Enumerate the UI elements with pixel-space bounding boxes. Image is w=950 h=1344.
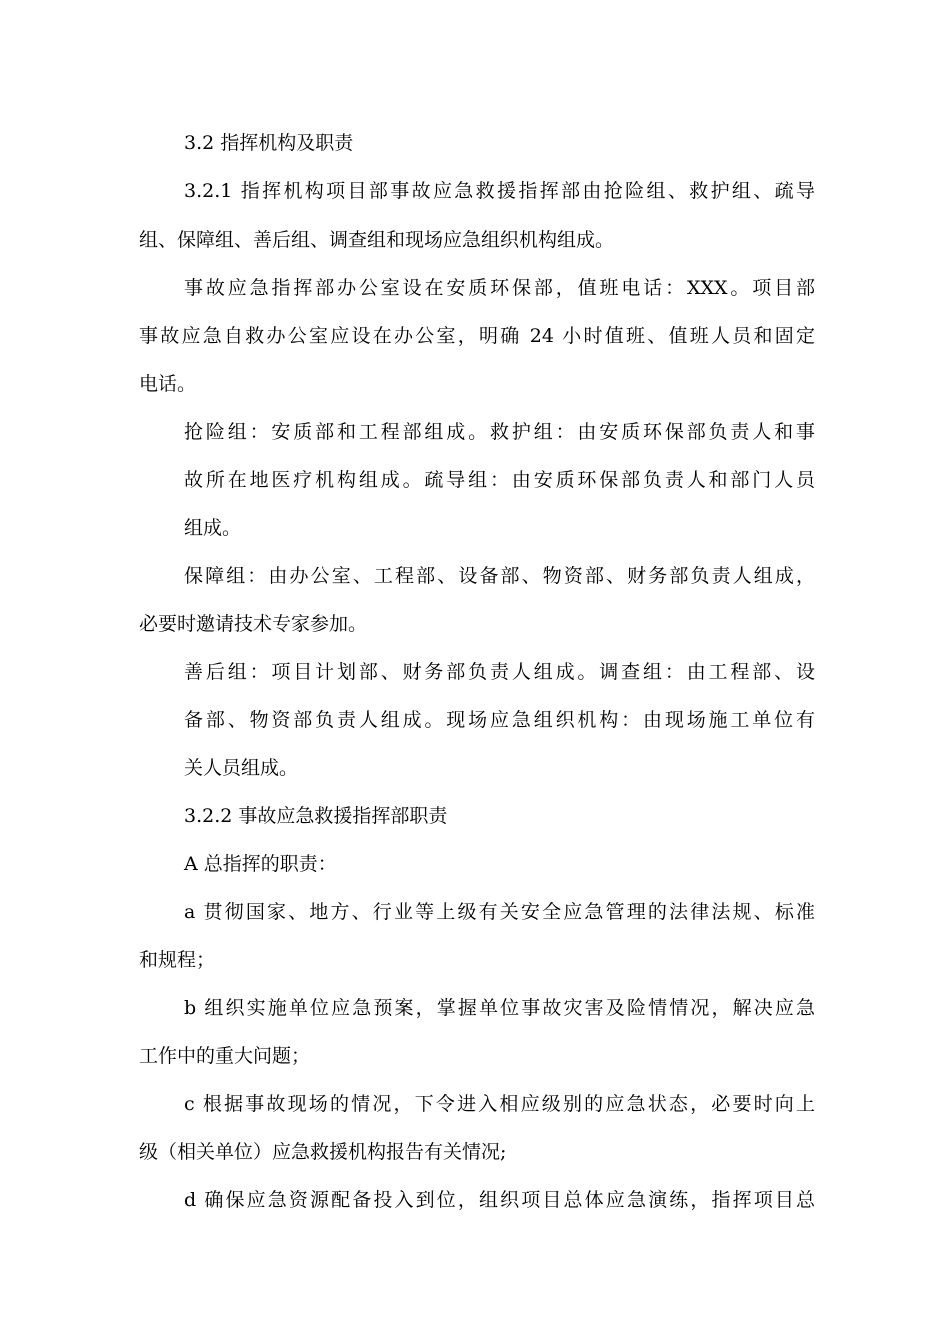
paragraph-rescue-line-2: 故所在地医疗机构组成。疏导组：由安质环保部负责人和部门人员	[184, 469, 815, 491]
duty-item-c-line-1: c 根据事故现场的情况，下令进入相应级别的应急状态，必要时向上	[184, 1093, 815, 1115]
paragraph-aftermath-line-2: 备部、物资部负责人组成。现场应急组织机构：由现场施工单位有	[184, 709, 815, 731]
paragraph-aftermath-line-3: 关人员组成。	[184, 757, 299, 779]
duty-item-d-line-1: d 确保应急资源配备投入到位，组织项目总体应急演练，指挥项目总	[184, 1189, 815, 1211]
paragraph-support-line-1: 保障组：由办公室、工程部、设备部、物资部、财务部负责人组成，	[184, 565, 815, 587]
duty-item-a-line-1: a 贯彻国家、地方、行业等上级有关安全应急管理的法律法规、标准	[184, 901, 815, 923]
section-heading-3-2: 3.2 指挥机构及职责	[184, 132, 354, 154]
paragraph-office-line-3: 电话。	[139, 373, 197, 395]
subheading-commander-duties: A 总指挥的职责：	[184, 853, 337, 875]
duty-item-a-line-2: 和规程；	[139, 949, 216, 971]
paragraph-rescue-line-3: 组成。	[184, 517, 242, 539]
paragraph-office-line-2: 事故应急自救办公室应设在办公室，明确 24 小时值班、值班人员和固定	[139, 325, 815, 347]
section-heading-3-2-2: 3.2.2 事故应急救援指挥部职责	[184, 805, 448, 827]
duty-item-b-line-2: 工作中的重大问题；	[139, 1045, 311, 1067]
duty-item-c-line-2: 级（相关单位）应急救援机构报告有关情况;	[139, 1141, 507, 1163]
paragraph-aftermath-line-1: 善后组：项目计划部、财务部负责人组成。调查组：由工程部、设	[184, 661, 815, 683]
paragraph-support-line-2: 必要时邀请技术专家参加。	[139, 613, 368, 635]
paragraph-3-2-1-line-2: 组、保障组、善后组、调查组和现场应急组织机构组成。	[139, 229, 615, 251]
duty-item-b-line-1: b 组织实施单位应急预案，掌握单位事故灾害及险情情况，解决应急	[184, 997, 815, 1019]
paragraph-rescue-line-1: 抢险组：安质部和工程部组成。救护组：由安质环保部负责人和事	[184, 421, 815, 443]
paragraph-3-2-1-line-1: 3.2.1 指挥机构项目部事故应急救援指挥部由抢险组、救护组、疏导	[184, 180, 815, 202]
paragraph-office-line-1: 事故应急指挥部办公室设在安质环保部，值班电话：XXX。项目部	[184, 277, 815, 299]
